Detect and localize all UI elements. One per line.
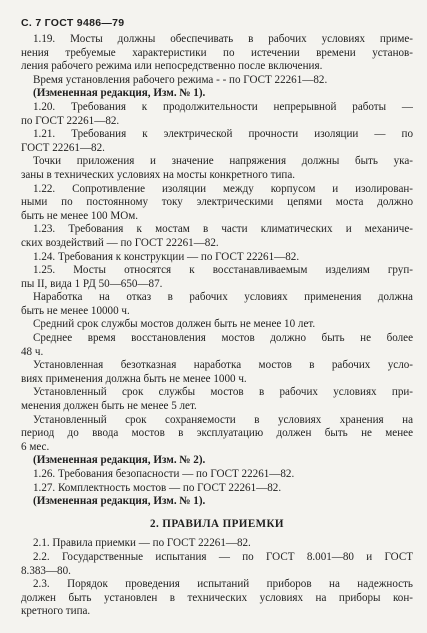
text-line: нения требуемые характеристики по истечении времени установ- — [21, 46, 413, 59]
text-line: ными по постоянному току электрическими цепями моста должно — [21, 196, 413, 209]
text-line: (Измененная редакция, Изм. № 1). — [33, 495, 206, 508]
text-line: Установленная безотказная наработка мостов в рабочих усло- — [33, 359, 413, 372]
text-line: менения должен быть не менее 5 лет. — [21, 400, 197, 413]
text-line: 6 мес. — [21, 440, 50, 453]
text-line: быть не менее 100 МОм. — [21, 209, 138, 222]
text-line: по ГОСТ 22261—82. — [21, 114, 120, 127]
text-line: 8.383—80. — [21, 564, 71, 577]
text-line: 48 ч. — [21, 345, 44, 358]
text-line: 2.3. Порядок проведения испытаний приборов на надежность — [33, 578, 413, 591]
text-line: Точки приложения и значение напряжения должны быть ука- — [33, 155, 413, 168]
section-heading: 2. ПРАВИЛА ПРИЕМКИ — [150, 517, 284, 530]
text-line: 1.22. Сопротивление изоляции между корпусом и изолирован- — [33, 182, 413, 195]
text-line: ления рабочего режима или непосредственно после включения. — [21, 60, 323, 73]
text-line: 1.24. Требования к конструкции — по ГОСТ 22261—82. — [33, 250, 300, 263]
text-line: Средний срок службы мостов должен быть не менее 10 лет. — [33, 318, 316, 331]
text-line: ских воздействий — по ГОСТ 22261—82. — [21, 236, 219, 249]
body-text — [21, 33, 413, 619]
text-line: кретного типа. — [21, 605, 91, 618]
text-line: виях применения должна быть не менее 1000 ч. — [21, 372, 247, 385]
text-line: должен быть установлен в технических условиях на приборы кон- — [21, 591, 413, 604]
text-line: Время установления рабочего режима - - по ГОСТ 22261—82. — [33, 73, 328, 86]
text-line: 1.25. Мосты относятся к восстанавливаемым изделиям груп- — [33, 264, 413, 277]
text-line: Установленный срок сохраняемости в условиях хранения на — [33, 413, 413, 426]
text-line: Установленный срок службы мостов в рабочих условиях при- — [33, 386, 413, 399]
text-line: 1.20. Требования к продолжительности непрерывной работы — — [33, 100, 413, 113]
text-line: заны в технических условиях на мосты конкретного типа. — [21, 168, 296, 181]
text-line: Наработка на отказ в рабочих условиях применения должна — [33, 291, 413, 304]
text-line: Среднее время восстановления мостов должно быть не более — [33, 332, 413, 345]
text-line: 2.2. Государственные испытания — по ГОСТ 8.001—80 и ГОСТ — [33, 550, 413, 563]
text-line: 1.19. Мосты должны обеспечивать в рабочих условиях приме- — [33, 33, 413, 45]
text-line: 1.23. Требования к мостам в части климатических и механиче- — [33, 223, 413, 236]
text-line: 1.21. Требования к электрической прочности изоляции — по — [33, 128, 413, 141]
text-line: 1.27. Комплектность мостов — по ГОСТ 22261—82. — [33, 481, 282, 494]
text-line: ГОСТ 22261—82. — [21, 141, 105, 154]
text-line: 2.1. Правила приемки — по ГОСТ 22261—82. — [33, 537, 251, 550]
page-header: С. 7 ГОСТ 9486—79 — [21, 17, 125, 29]
text-line: период до ввода мостов в эксплуатацию должен быть не менее — [21, 427, 413, 440]
text-line: 1.26. Требования безопасности — по ГОСТ 22261—82. — [33, 468, 295, 480]
text-line: (Измененная редакция, Изм. № 2). — [33, 454, 206, 467]
text-line: быть не менее 10000 ч. — [21, 304, 130, 317]
text-line: пы II, вида 1 РД 50—650—87. — [21, 277, 163, 290]
text-line: (Измененная редакция, Изм. № 1). — [33, 87, 206, 100]
